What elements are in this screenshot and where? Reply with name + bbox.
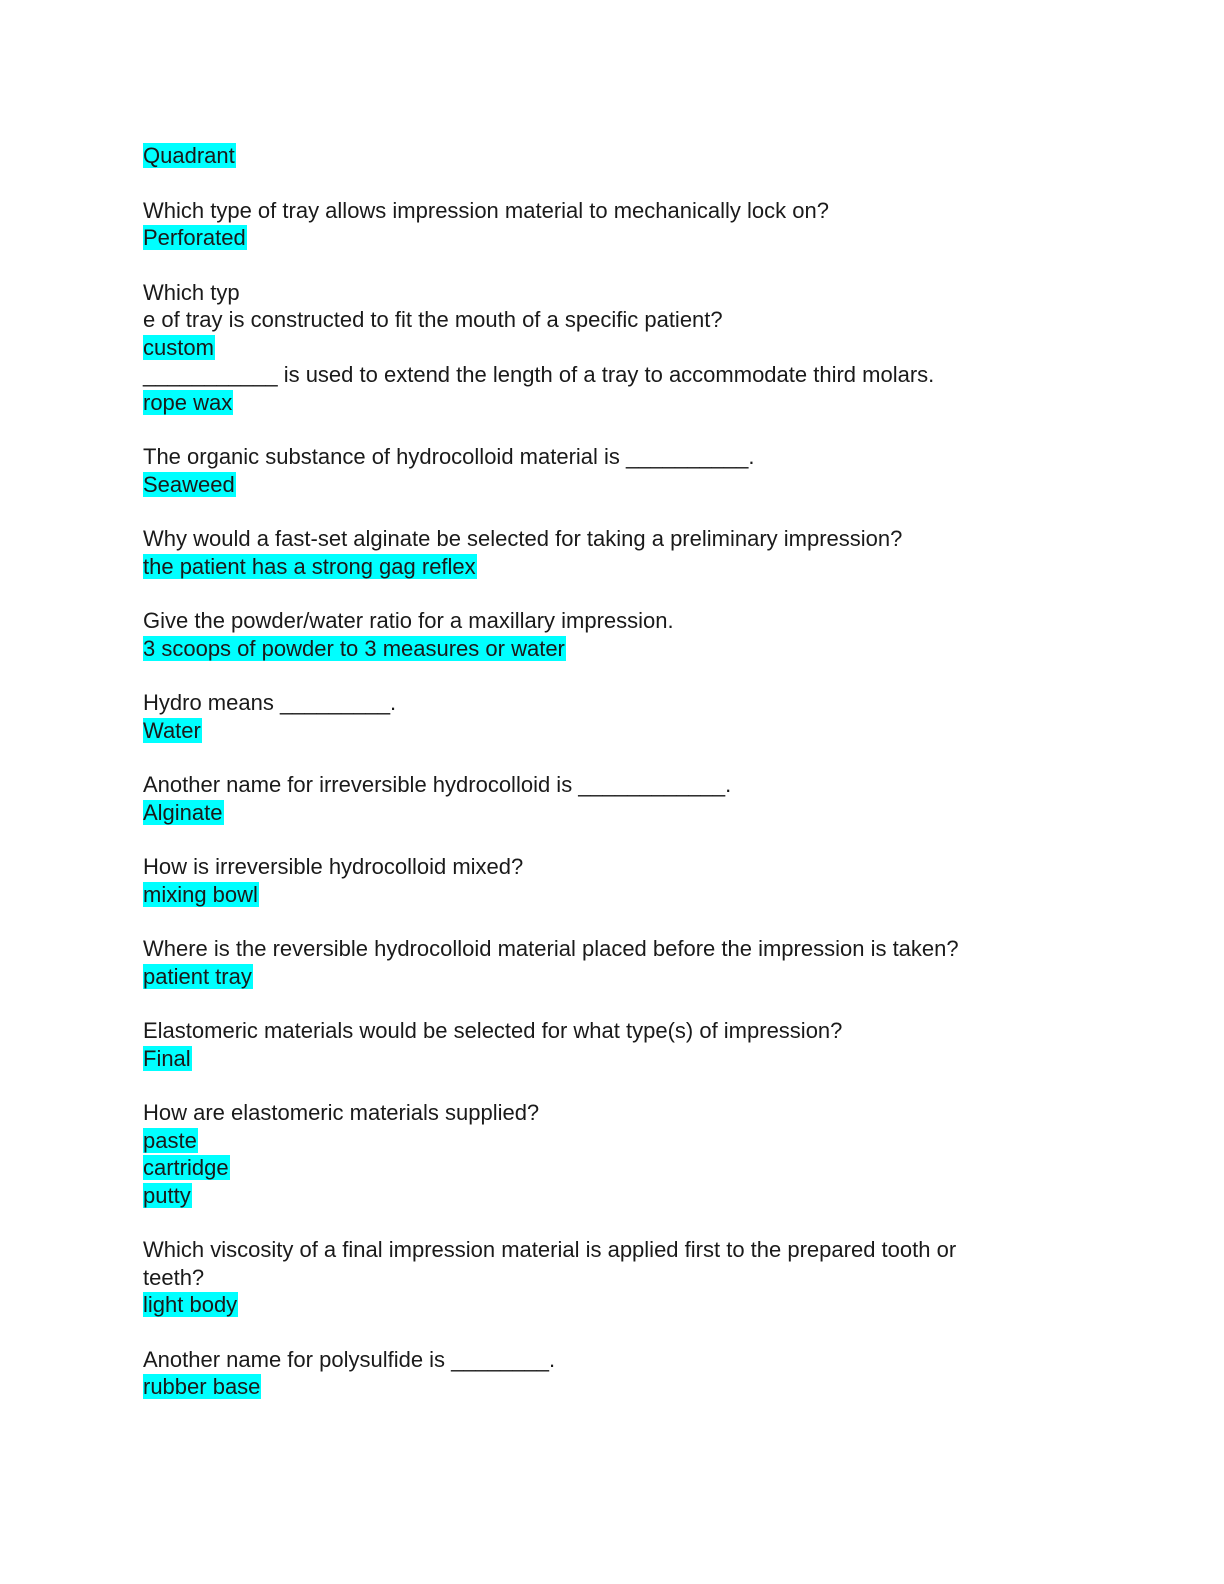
highlighted-answer: Final — [143, 1045, 191, 1071]
highlighted-answer: Quadrant — [143, 143, 235, 168]
answer-line — [143, 553, 1043, 581]
answer-line — [143, 717, 1043, 745]
document-page — [143, 142, 1043, 1401]
blank-line — [143, 416, 1043, 443]
highlighted-answer: Perforated — [143, 225, 246, 250]
blank-line — [143, 662, 1043, 689]
blank-line — [143, 498, 1043, 525]
answer-line — [143, 142, 1043, 170]
answer-line — [143, 963, 1043, 991]
highlighted-answer: Alginate — [143, 799, 223, 825]
answer-line — [143, 799, 1043, 827]
highlighted-answer: cartridge — [143, 1155, 229, 1180]
answer-line — [143, 224, 1043, 252]
question-line: Give the powder/water ratio for a maxillary impression. — [143, 608, 674, 633]
blank-line — [143, 744, 1043, 771]
answer-line — [143, 1373, 1043, 1401]
highlighted-answer: Water — [143, 717, 201, 743]
question-line: Why would a fast-set alginate be selected for taking a preliminary impression? — [143, 526, 903, 551]
blank-line — [143, 908, 1043, 935]
question-line: Which viscosity of a final impression material is applied first to the prepared tooth or — [143, 1237, 957, 1262]
question-line: e of tray is constructed to fit the mouth of a specific patient? — [143, 307, 723, 332]
blank-line — [143, 170, 1043, 197]
answer-line — [143, 1127, 1043, 1155]
highlighted-answer: the patient has a strong gag reflex — [143, 553, 476, 579]
question-line: Where is the reversible hydrocolloid material placed before the impression is taken? — [143, 936, 959, 961]
answer-line — [143, 389, 1043, 417]
answer-line — [143, 1154, 1043, 1182]
blank-line — [143, 1072, 1043, 1099]
question-line: The organic substance of hydrocolloid material is __________. — [143, 444, 755, 469]
question-line: How are elastomeric materials supplied? — [143, 1100, 540, 1125]
answer-line — [143, 1045, 1043, 1073]
question-line: Which typ — [143, 279, 240, 305]
answer-line — [143, 881, 1043, 909]
highlighted-answer: rope wax — [143, 389, 233, 415]
answer-line — [143, 334, 1043, 362]
question-line: ___________ is used to extend the length of a tray to accommodate third molars. — [143, 362, 935, 387]
highlighted-answer: putty — [143, 1182, 191, 1208]
question-line: Which type of tray allows impression material to mechanically lock on? — [143, 197, 829, 223]
highlighted-answer: light body — [143, 1292, 238, 1317]
answer-line — [143, 635, 1043, 663]
highlighted-answer: patient tray — [143, 963, 252, 989]
highlighted-answer: Seaweed — [143, 471, 235, 497]
highlighted-answer: custom — [143, 334, 214, 360]
highlighted-answer: rubber base — [143, 1374, 261, 1399]
answer-line — [143, 471, 1043, 499]
answer-line — [143, 1291, 1043, 1319]
blank-line — [143, 1209, 1043, 1236]
question-line: Another name for irreversible hydrocolloid is ____________. — [143, 772, 732, 797]
highlighted-answer: paste — [143, 1127, 197, 1153]
question-line: How is irreversible hydrocolloid mixed? — [143, 854, 524, 879]
blank-line — [143, 826, 1043, 853]
question-line: Elastomeric materials would be selected for what type(s) of impression? — [143, 1018, 843, 1043]
blank-line — [143, 580, 1043, 607]
question-line: teeth? — [143, 1264, 205, 1290]
blank-line — [143, 252, 1043, 279]
blank-line — [143, 1319, 1043, 1346]
blank-line — [143, 990, 1043, 1017]
highlighted-answer: 3 scoops of powder to 3 measures or water — [143, 635, 565, 661]
question-line: Another name for polysulfide is ________. — [143, 1346, 556, 1372]
highlighted-answer: mixing bowl — [143, 881, 258, 907]
answer-line — [143, 1182, 1043, 1210]
question-line: Hydro means _________. — [143, 690, 397, 715]
